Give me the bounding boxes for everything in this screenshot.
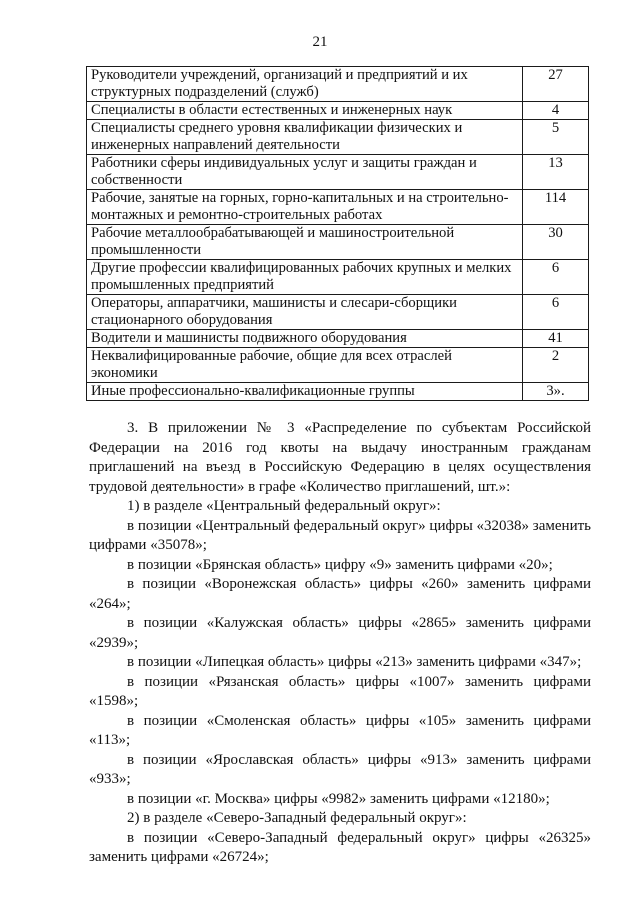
table-cell-name: Специалисты среднего уровня квалификации физических и инженерных направлений деятельности	[87, 120, 523, 155]
table-cell-value: 114	[523, 190, 589, 225]
table-cell-name: Неквалифицированные рабочие, общие для всех отраслей экономики	[87, 348, 523, 383]
paragraph: 3. В приложении № 3 «Распределение по субъектам Российской Федерации на 2016 год квоты на выдачу иностранным гражданам приглашений на въезд в Российскую Федерацию в целях осуществления трудовой деятельности» в графе «Количество приглашений, шт.»:	[89, 420, 591, 495]
table-cell-name: Рабочие, занятые на горных, горно-капитальных и на строительно-монтажных и ремонтно-строительных работах	[87, 190, 523, 225]
paragraph: в позиции «Воронежская область» цифры «260» заменить цифрами «264»;	[89, 576, 591, 612]
amendment-text	[89, 419, 591, 868]
table-row	[87, 225, 589, 260]
table-cell-name: Операторы, аппаратчики, машинисты и слесари-сборщики стационарного оборудования	[87, 295, 523, 330]
paragraph: в позиции «Калужская область» цифры «2865» заменить цифрами «2939»;	[89, 615, 591, 651]
table-row	[87, 330, 589, 348]
paragraph: в позиции «Брянская область» цифру «9» заменить цифрами «20»;	[127, 556, 553, 573]
table-cell-name: Работники сферы индивидуальных услуг и защиты граждан и собственности	[87, 155, 523, 190]
paragraph: в позиции «Липецкая область» цифры «213» заменить цифрами «347»;	[127, 654, 582, 670]
table-row	[87, 190, 589, 225]
table-cell-value: 3».	[523, 383, 589, 401]
paragraph: в позиции «Ярославская область» цифры «913» заменить цифрами «933»;	[89, 751, 591, 787]
paragraph: в позиции «Смоленская область» цифры «105» заменить цифрами «113»;	[89, 712, 591, 748]
table-row	[87, 260, 589, 295]
table-cell-value: 6	[523, 295, 589, 330]
page-number: 21	[312, 34, 328, 50]
table-cell-value: 6	[523, 260, 589, 295]
paragraph: в позиции «Рязанская область» цифры «1007» заменить цифрами «1598»;	[89, 673, 591, 709]
table-cell-value: 4	[523, 102, 589, 120]
table-row	[87, 383, 589, 401]
table-row	[87, 67, 589, 102]
table-cell-value: 2	[523, 348, 589, 383]
table-row	[87, 102, 589, 120]
table-cell-name: Водители и машинисты подвижного оборудования	[87, 330, 523, 348]
table-cell-name: Руководители учреждений, организаций и предприятий и их структурных подразделений (служб)	[87, 67, 523, 102]
table-row	[87, 348, 589, 383]
table-cell-value: 30	[523, 225, 589, 260]
table-cell-name: Другие профессии квалифицированных рабочих крупных и мелких промышленных предприятий	[87, 260, 523, 295]
table-cell-name: Иные профессионально-квалификационные группы	[87, 383, 523, 401]
table-row	[87, 295, 589, 330]
paragraph: в позиции «Центральный федеральный округ» цифры «32038» заменить цифрами «35078»;	[89, 517, 591, 553]
paragraph: в позиции «Северо-Западный федеральный округ» цифры «26325» заменить цифрами «26724»;	[89, 829, 591, 865]
paragraph: 1) в разделе «Центральный федеральный округ»:	[127, 498, 441, 514]
profession-quota-table	[86, 66, 589, 401]
paragraph: 2) в разделе «Северо-Западный федеральный округ»:	[127, 810, 467, 826]
table-cell-value: 27	[523, 67, 589, 102]
table-cell-name: Специалисты в области естественных и инженерных наук	[87, 102, 523, 120]
paragraph: в позиции «г. Москва» цифры «9982» заменить цифрами «12180»;	[127, 790, 550, 807]
table-row	[87, 120, 589, 155]
table-cell-value: 13	[523, 155, 589, 190]
table-cell-name: Рабочие металлообрабатывающей и машиностроительной промышленности	[87, 225, 523, 260]
table-cell-value: 41	[523, 330, 589, 348]
table-row	[87, 155, 589, 190]
table-cell-value: 5	[523, 120, 589, 155]
